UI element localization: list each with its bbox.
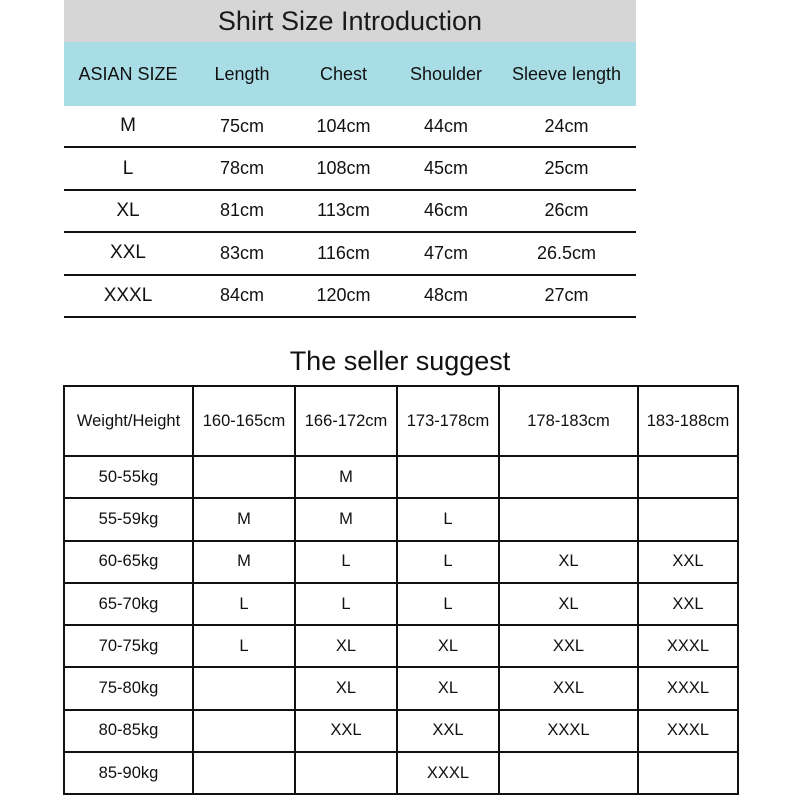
length-value: 75cm — [219, 115, 264, 136]
length-value: 81cm — [219, 200, 264, 221]
shoulder-value: 45cm — [423, 158, 468, 179]
size-label: XXL — [110, 242, 146, 264]
size-label: XXXL — [103, 284, 153, 306]
size-cell: L — [295, 541, 397, 583]
table-row — [64, 106, 636, 148]
weight-range: 70-75kg — [64, 625, 193, 667]
size-intro-rows — [64, 106, 636, 318]
length-value: 78cm — [219, 158, 264, 179]
table-row — [64, 710, 738, 752]
shoulder-value: 48cm — [423, 285, 468, 306]
size-cell: XL — [295, 667, 397, 709]
size-cell: XXXL — [499, 710, 638, 752]
weight-range: 65-70kg — [64, 583, 193, 625]
sleeve-length-value: 25cm — [544, 158, 589, 179]
size-cell: M — [295, 498, 397, 540]
weight-range: 75-80kg — [64, 667, 193, 709]
size-intro-table — [64, 0, 636, 318]
size-label: L — [122, 157, 134, 179]
suggest-header-row — [64, 386, 738, 456]
size-cell: M — [193, 541, 295, 583]
size-cell: XXL — [295, 710, 397, 752]
sleeve-length-value: 26.5cm — [536, 242, 597, 263]
size-cell — [499, 456, 638, 498]
sleeve-length-value: 27cm — [544, 285, 589, 306]
size-cell: L — [193, 583, 295, 625]
size-cell: XXXL — [397, 752, 499, 794]
size-cell: L — [295, 583, 397, 625]
size-cell: XL — [397, 625, 499, 667]
size-cell: L — [193, 625, 295, 667]
table-row — [64, 233, 636, 275]
chest-value: 113cm — [317, 200, 370, 221]
size-cell — [295, 752, 397, 794]
table-row — [64, 541, 738, 583]
header-height-range: 160-165cm — [193, 386, 295, 456]
size-intro-title: Shirt Size Introduction — [64, 0, 636, 42]
size-cell: XXXL — [638, 710, 738, 752]
suggest-title: The seller suggest — [289, 346, 511, 376]
table-row — [64, 583, 738, 625]
size-label: M — [120, 115, 136, 137]
size-cell — [638, 498, 738, 540]
size-cell: XXXL — [638, 667, 738, 709]
weight-range: 55-59kg — [64, 498, 193, 540]
size-cell: XL — [499, 583, 638, 625]
size-cell — [397, 456, 499, 498]
size-cell: L — [397, 498, 499, 540]
shoulder-value: 46cm — [423, 200, 468, 221]
size-cell: L — [397, 583, 499, 625]
chest-value: 116cm — [317, 242, 370, 263]
length-value: 84cm — [219, 285, 264, 306]
weight-range: 85-90kg — [64, 752, 193, 794]
size-cell: XXL — [499, 625, 638, 667]
header-chest: Chest — [319, 63, 368, 84]
table-row — [64, 456, 738, 498]
size-cell: XXL — [499, 667, 638, 709]
table-row — [64, 498, 738, 540]
header-height-range: 173-178cm — [397, 386, 499, 456]
size-cell: XL — [499, 541, 638, 583]
weight-range: 60-65kg — [64, 541, 193, 583]
size-cell: M — [193, 498, 295, 540]
size-cell: M — [295, 456, 397, 498]
size-cell — [499, 498, 638, 540]
header-height-range: 166-172cm — [295, 386, 397, 456]
size-label: XL — [116, 199, 140, 221]
size-cell — [193, 710, 295, 752]
size-cell — [638, 456, 738, 498]
header-shoulder: Shoulder — [409, 63, 483, 84]
size-cell: XXL — [638, 583, 738, 625]
size-cell: XXL — [638, 541, 738, 583]
size-cell — [193, 752, 295, 794]
header-weight-height: Weight/Height — [64, 386, 193, 456]
suggest-table — [63, 385, 739, 795]
table-row — [64, 752, 738, 794]
sleeve-length-value: 24cm — [544, 115, 589, 136]
chest-value: 104cm — [316, 115, 371, 136]
header-sleeve-length: Sleeve length — [511, 63, 622, 84]
size-cell: L — [397, 541, 499, 583]
header-height-range: 178-183cm — [499, 386, 638, 456]
size-intro-header-row — [64, 42, 636, 106]
length-value: 83cm — [219, 242, 264, 263]
table-row — [64, 667, 738, 709]
header-length: Length — [214, 63, 270, 84]
header-height-range: 183-188cm — [638, 386, 738, 456]
table-row — [64, 148, 636, 190]
size-cell: XXL — [397, 710, 499, 752]
weight-range: 80-85kg — [64, 710, 193, 752]
header-asian-size: ASIAN SIZE — [78, 63, 178, 84]
size-cell: XL — [295, 625, 397, 667]
chest-value: 108cm — [316, 158, 371, 179]
size-cell: XL — [397, 667, 499, 709]
chest-value: 120cm — [316, 285, 371, 306]
size-cell — [193, 667, 295, 709]
size-cell — [499, 752, 638, 794]
table-row — [64, 625, 738, 667]
size-cell — [193, 456, 295, 498]
sleeve-length-value: 26cm — [544, 200, 589, 221]
size-cell — [638, 752, 738, 794]
table-row — [64, 191, 636, 233]
shoulder-value: 47cm — [423, 242, 468, 263]
table-row — [64, 276, 636, 318]
size-cell: XXXL — [638, 625, 738, 667]
shoulder-value: 44cm — [423, 115, 468, 136]
weight-range: 50-55kg — [64, 456, 193, 498]
